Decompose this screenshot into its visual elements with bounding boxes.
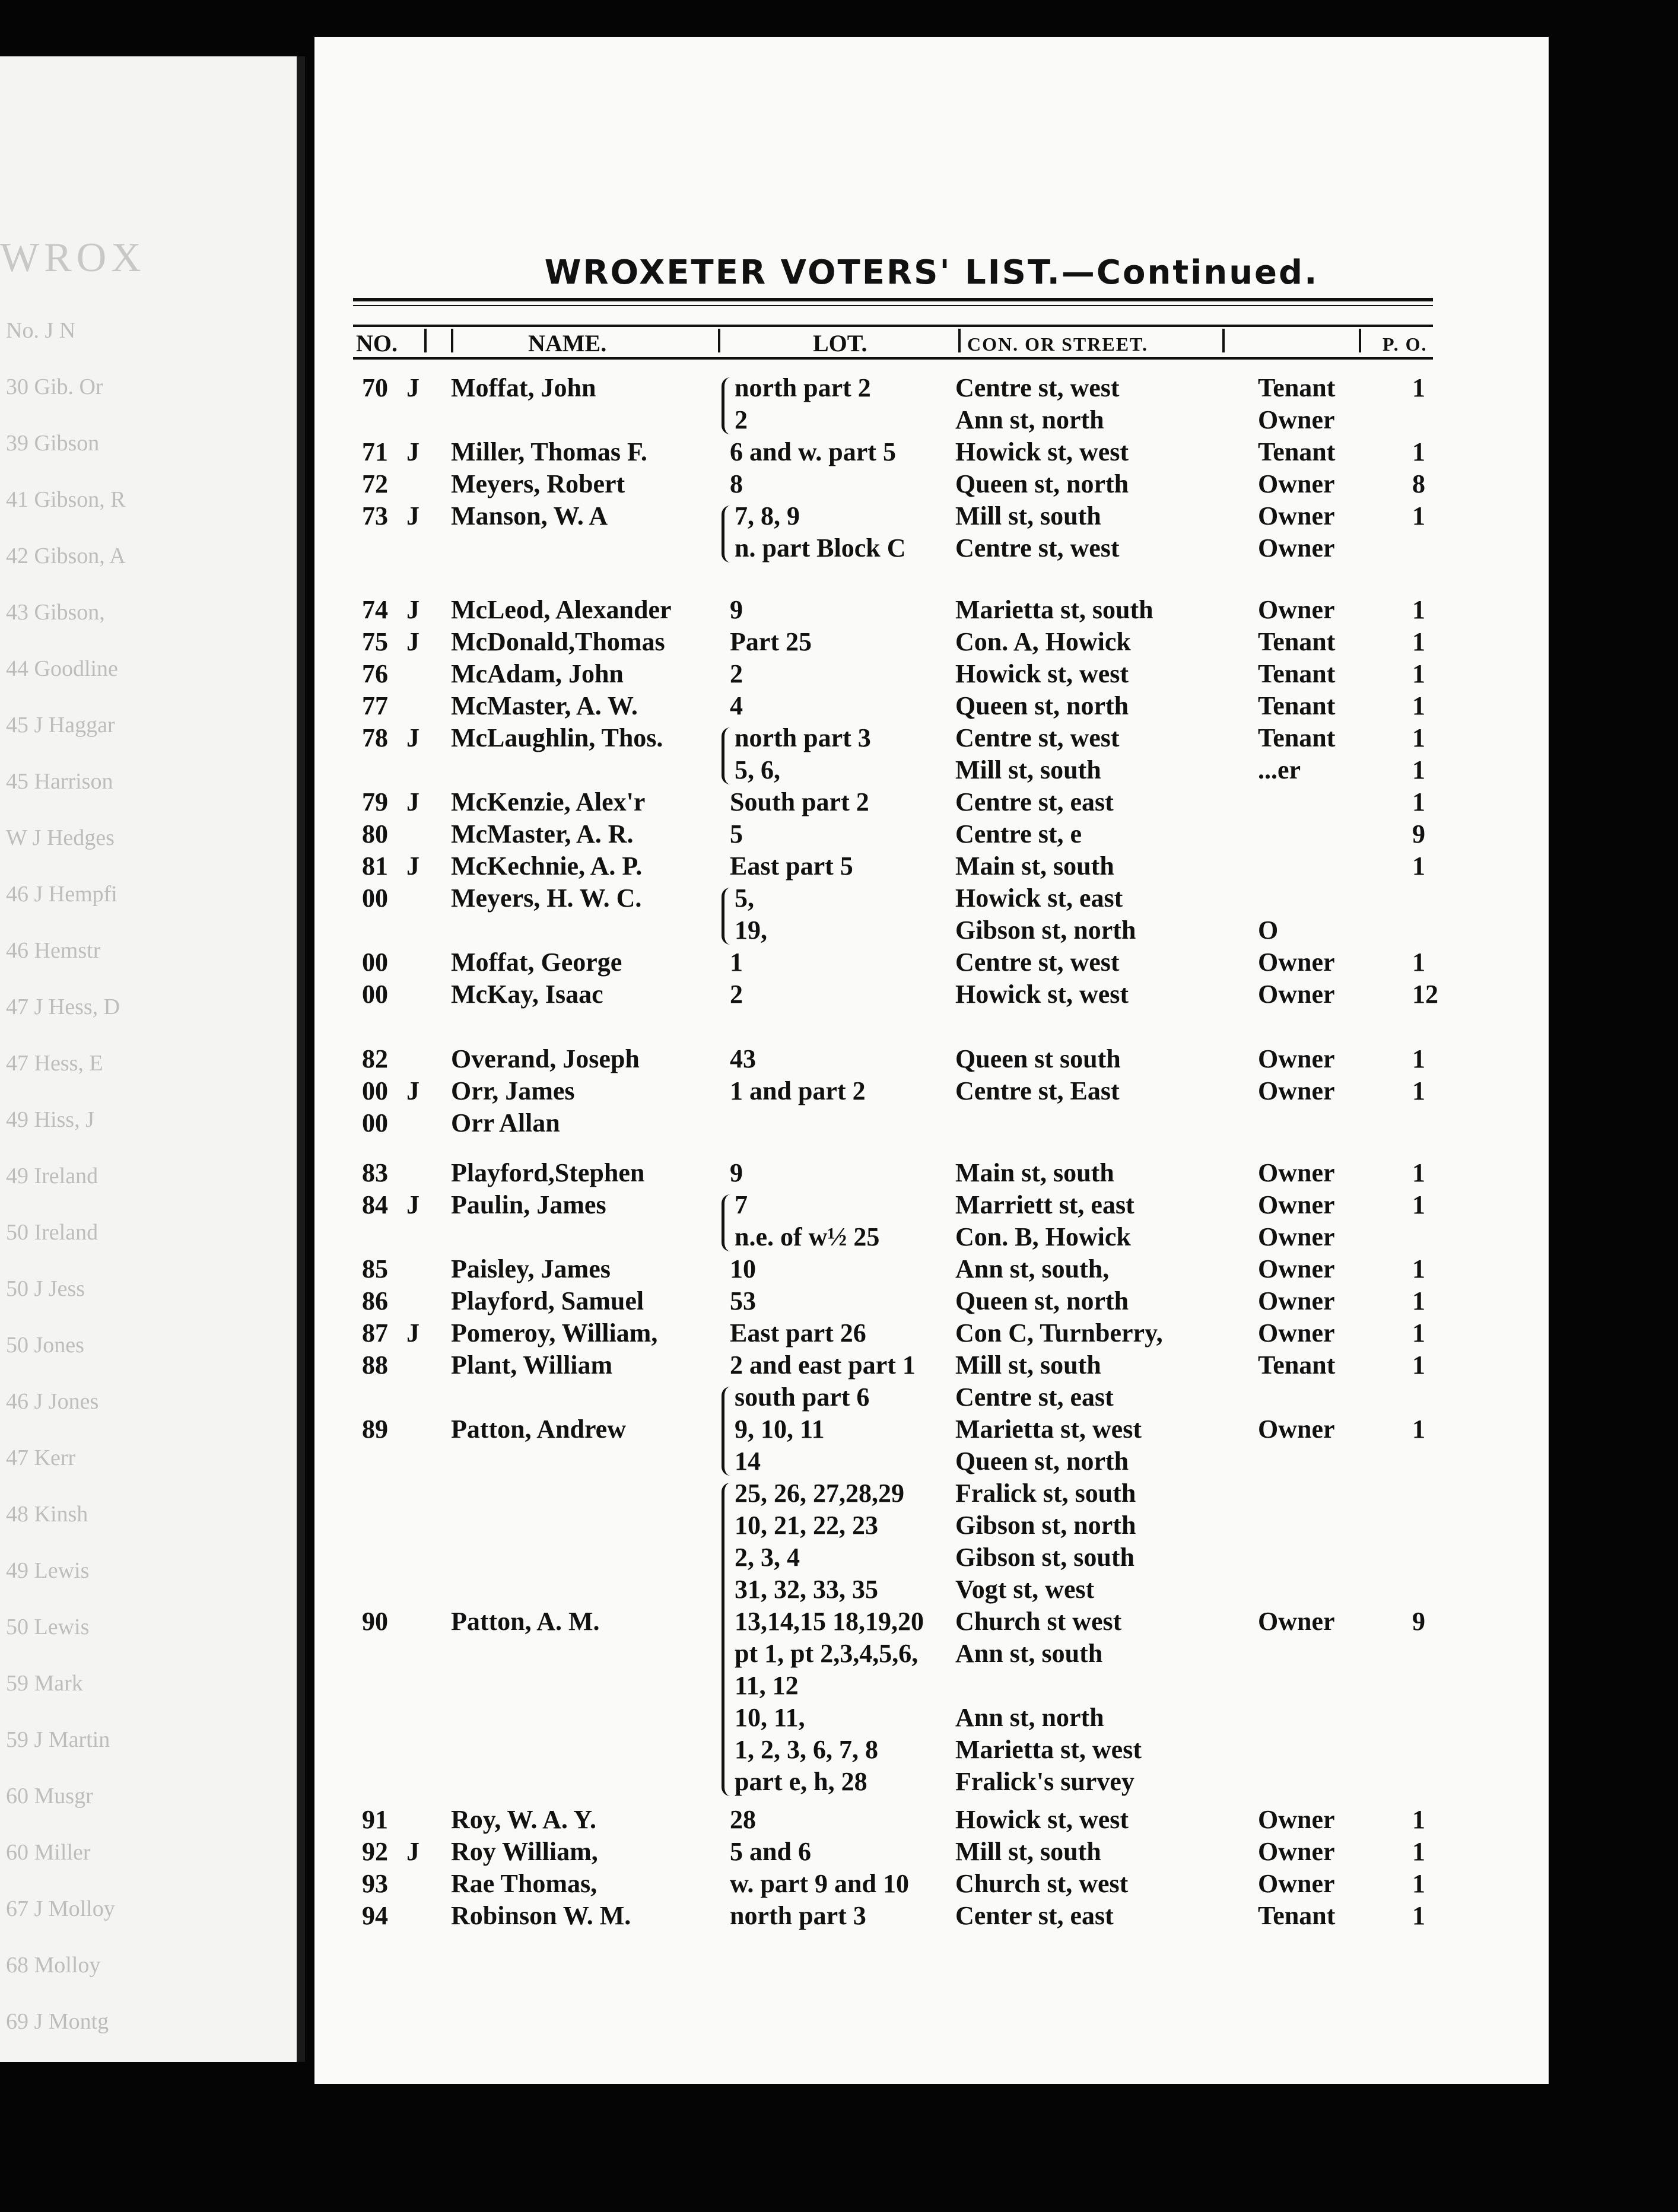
row-j-marker: J <box>406 1076 420 1105</box>
po-count: 1 <box>1412 787 1425 816</box>
con-or-street: Queen st, north <box>955 1447 1129 1476</box>
lot-value: 6 and w. part 5 <box>730 437 896 466</box>
po-count: 1 <box>1412 851 1425 881</box>
lot-value: part e, h, 28 <box>735 1767 867 1796</box>
tenure-status: Owner <box>1258 1869 1335 1898</box>
tenure-status: Owner <box>1258 1158 1335 1187</box>
row-number: 89 <box>362 1415 388 1444</box>
left-page-ghost-line: 60 Miller <box>6 1840 91 1865</box>
row-number: 87 <box>362 1318 388 1347</box>
tenure-status: Tenant <box>1258 1901 1336 1930</box>
voter-name: McMaster, A. W. <box>451 691 638 720</box>
header-divider <box>1222 329 1225 352</box>
po-count: 1 <box>1412 1805 1425 1834</box>
lot-value: 43 <box>730 1044 756 1073</box>
header-rule-top <box>353 325 1433 327</box>
lot-value: 1 <box>730 948 743 977</box>
tenure-status: Owner <box>1258 1190 1335 1219</box>
con-or-street: Church st, west <box>955 1869 1129 1898</box>
lot-value: 2 <box>730 659 743 688</box>
lot-value: 2, 3, 4 <box>735 1543 800 1572</box>
tenure-status: Owner <box>1258 948 1335 977</box>
left-page-ghost-line: W J Hedges <box>6 825 115 850</box>
left-page-ghost-header: WROX <box>0 235 146 281</box>
tenure-status: Tenant <box>1258 627 1336 656</box>
left-page-ghost-line: 59 Mark <box>6 1671 83 1696</box>
voter-name: McKechnie, A. P. <box>451 851 643 881</box>
voter-name: Meyers, H. W. C. <box>451 883 642 913</box>
lot-value: 53 <box>730 1286 756 1315</box>
row-number: 81 <box>362 851 388 881</box>
lot-group-brace <box>722 1194 730 1251</box>
lot-value: 5 <box>730 819 743 848</box>
po-count: 1 <box>1412 1869 1425 1898</box>
row-number: 90 <box>362 1607 388 1636</box>
row-number: 74 <box>362 595 388 624</box>
lot-value: 14 <box>735 1447 761 1476</box>
con-or-street: Centre st, west <box>955 723 1120 752</box>
tenure-status: Tenant <box>1258 437 1336 466</box>
lot-value: 1 and part 2 <box>730 1076 866 1105</box>
voter-name: McMaster, A. R. <box>451 819 634 848</box>
left-page-ghost-line: 41 Gibson, R <box>6 487 126 512</box>
con-or-street: Ann st, south, <box>955 1254 1110 1283</box>
tenure-status: ...er <box>1258 755 1301 784</box>
left-page-ghost-line: 47 Hess, E <box>6 1051 103 1076</box>
voter-name: Rae Thomas, <box>451 1869 598 1898</box>
left-page-ghost-line: 48 Kinsh <box>6 1502 88 1527</box>
con-or-street: Queen st south <box>955 1044 1121 1073</box>
po-count: 1 <box>1412 1044 1425 1073</box>
con-or-street: Ann st, south <box>955 1639 1103 1668</box>
row-number: 92 <box>362 1837 388 1866</box>
right-page <box>314 37 1549 2084</box>
left-page-ghost-line: 30 Gib. Or <box>6 374 103 399</box>
po-count: 1 <box>1412 627 1425 656</box>
header-po: P. O. <box>1383 333 1428 355</box>
lot-value: north part 3 <box>730 1901 866 1930</box>
po-count: 1 <box>1412 723 1425 752</box>
voter-name: McLaughlin, Thos. <box>451 723 663 752</box>
lot-group-brace <box>722 377 730 434</box>
page-title: WROXETER VOTERS' LIST.—Continued. <box>544 253 1319 292</box>
po-count: 1 <box>1412 948 1425 977</box>
left-page-ghost-line: 47 Kerr <box>6 1445 76 1470</box>
po-count: 1 <box>1412 1837 1425 1866</box>
tenure-status: Owner <box>1258 1607 1335 1636</box>
po-count: 8 <box>1412 469 1425 498</box>
voter-name: Manson, W. A <box>451 501 608 530</box>
lot-value: 10, 21, 22, 23 <box>735 1511 878 1540</box>
left-page-ghost-line: 44 Goodline <box>6 656 118 681</box>
voter-name: Patton, Andrew <box>451 1415 626 1444</box>
voter-name: McKenzie, Alex'r <box>451 787 646 816</box>
con-or-street: Queen st, north <box>955 469 1129 498</box>
row-number: 78 <box>362 723 388 752</box>
lot-value: 1, 2, 3, 6, 7, 8 <box>735 1735 878 1764</box>
tenure-status: Owner <box>1258 533 1335 562</box>
con-or-street: Centre st, East <box>955 1076 1120 1105</box>
lot-value: north part 2 <box>735 373 871 402</box>
left-page-ghost-line: 50 Jones <box>6 1333 84 1358</box>
voter-name: Roy William, <box>451 1837 598 1866</box>
con-or-street: Fralick's survey <box>955 1767 1134 1796</box>
con-or-street: Queen st, north <box>955 1286 1129 1315</box>
header-divider <box>451 329 453 352</box>
lot-value: north part 3 <box>735 723 871 752</box>
header-rule-bottom <box>353 357 1433 360</box>
po-count: 1 <box>1412 691 1425 720</box>
voter-name: Playford, Samuel <box>451 1286 644 1315</box>
po-count: 12 <box>1412 980 1438 1009</box>
voter-name: Patton, A. M. <box>451 1607 600 1636</box>
con-or-street: Mill st, south <box>955 501 1101 530</box>
voter-name: Meyers, Robert <box>451 469 625 498</box>
po-count: 1 <box>1412 1318 1425 1347</box>
lot-value: n. part Block C <box>735 533 906 562</box>
tenure-status: Owner <box>1258 1222 1335 1251</box>
voter-name: McAdam, John <box>451 659 624 688</box>
lot-group-brace <box>722 727 730 784</box>
con-or-street: Center st, east <box>955 1901 1114 1930</box>
tenure-status: Owner <box>1258 1805 1335 1834</box>
po-count: 1 <box>1412 755 1425 784</box>
left-page-ghost-line: 46 Hemstr <box>6 938 101 963</box>
con-or-street: Centre st, east <box>955 1383 1114 1412</box>
left-page-ghost-line: 49 Lewis <box>6 1558 90 1583</box>
tenure-status: Owner <box>1258 405 1335 434</box>
lot-value: 11, 12 <box>735 1671 799 1700</box>
lot-value: 5, 6, <box>735 755 780 784</box>
tenure-status: Owner <box>1258 1076 1335 1105</box>
con-or-street: Howick st, west <box>955 437 1129 466</box>
lot-value: 9, 10, 11 <box>735 1415 825 1444</box>
po-count: 1 <box>1412 437 1425 466</box>
po-count: 1 <box>1412 501 1425 530</box>
lot-value: 2 <box>735 405 748 434</box>
voter-name: Playford,Stephen <box>451 1158 645 1187</box>
lot-value: 7, 8, 9 <box>735 501 800 530</box>
row-number: 00 <box>362 1108 388 1137</box>
tenure-status: Tenant <box>1258 691 1336 720</box>
con-or-street: Centre st, west <box>955 948 1120 977</box>
row-j-marker: J <box>406 1837 420 1866</box>
left-page-ghost-line: 46 J Hempfi <box>6 882 117 907</box>
con-or-street: Ann st, north <box>955 405 1104 434</box>
header-name: NAME. <box>528 330 607 357</box>
con-or-street: Con. A, Howick <box>955 627 1131 656</box>
row-number: 00 <box>362 948 388 977</box>
con-or-street: Howick st, west <box>955 659 1129 688</box>
left-page-ghost-line: 49 Ireland <box>6 1164 98 1188</box>
tenure-status: O <box>1258 916 1279 945</box>
left-page-ghost-line: 39 Gibson <box>6 431 100 456</box>
row-j-marker: J <box>406 787 420 816</box>
lot-value: 9 <box>730 595 743 624</box>
header-con-street: CON. OR STREET. <box>967 333 1149 355</box>
tenure-status: Owner <box>1258 1044 1335 1073</box>
lot-value: 4 <box>730 691 743 720</box>
con-or-street: Queen st, north <box>955 691 1129 720</box>
lot-value: 31, 32, 33, 35 <box>735 1575 878 1604</box>
tenure-status: Tenant <box>1258 373 1336 402</box>
header-lot: LOT. <box>813 330 867 357</box>
row-number: 83 <box>362 1158 388 1187</box>
row-number: 70 <box>362 373 388 402</box>
lot-value: 10 <box>730 1254 756 1283</box>
con-or-street: Ann st, north <box>955 1703 1104 1732</box>
left-page-ghost-line: 59 J Martin <box>6 1727 110 1752</box>
po-count: 1 <box>1412 1076 1425 1105</box>
con-or-street: Con. B, Howick <box>955 1222 1131 1251</box>
header-no: NO. <box>356 330 398 357</box>
row-number: 00 <box>362 1076 388 1105</box>
left-page-ghost-line: 46 J Jones <box>6 1389 99 1414</box>
row-j-marker: J <box>406 1190 420 1219</box>
lot-value: south part 6 <box>735 1383 870 1412</box>
left-page-ghost-line: 50 Lewis <box>6 1614 90 1639</box>
con-or-street: Vogt st, west <box>955 1575 1095 1604</box>
lot-value: Part 25 <box>730 627 812 656</box>
con-or-street: Gibson st, north <box>955 916 1136 945</box>
con-or-street: Mill st, south <box>955 755 1101 784</box>
row-number: 85 <box>362 1254 388 1283</box>
po-count: 1 <box>1412 1190 1425 1219</box>
lot-group-brace <box>722 506 730 562</box>
lot-value: 5, <box>735 883 754 913</box>
row-number: 00 <box>362 980 388 1009</box>
lot-value: 10, 11, <box>735 1703 805 1732</box>
con-or-street: Con C, Turnberry, <box>955 1318 1163 1347</box>
con-or-street: Centre st, east <box>955 787 1114 816</box>
tenure-status: Owner <box>1258 980 1335 1009</box>
voter-name: Paulin, James <box>451 1190 606 1219</box>
con-or-street: Church st west <box>955 1607 1122 1636</box>
po-count: 9 <box>1412 1607 1425 1636</box>
con-or-street: Marriett st, east <box>955 1190 1134 1219</box>
title-rule-thin <box>353 305 1433 306</box>
header-divider <box>958 329 961 352</box>
lot-value: South part 2 <box>730 787 869 816</box>
row-j-marker: J <box>406 851 420 881</box>
row-j-marker: J <box>406 373 420 402</box>
con-or-street: Mill st, south <box>955 1837 1101 1866</box>
tenure-status: Owner <box>1258 1254 1335 1283</box>
row-number: 80 <box>362 819 388 848</box>
voter-name: Pomeroy, William, <box>451 1318 658 1347</box>
tenure-status: Owner <box>1258 1318 1335 1347</box>
lot-value: East part 5 <box>730 851 853 881</box>
con-or-street: Gibson st, south <box>955 1543 1135 1572</box>
lot-value: w. part 9 and 10 <box>730 1869 909 1898</box>
lot-value: 5 and 6 <box>730 1837 811 1866</box>
con-or-street: Main st, south <box>955 851 1114 881</box>
lot-group-brace <box>722 1387 730 1476</box>
po-count: 1 <box>1412 1415 1425 1444</box>
lot-value: 2 <box>730 980 743 1009</box>
po-count: 1 <box>1412 1350 1425 1380</box>
row-number: 94 <box>362 1901 388 1930</box>
left-page-ghost-line: 60 Musgr <box>6 1784 93 1809</box>
left-page-ghost-line: 69 J Montg <box>6 2009 109 2034</box>
left-page-ghost-line: No. J N <box>6 318 76 343</box>
row-number: 73 <box>362 501 388 530</box>
tenure-status: Tenant <box>1258 659 1336 688</box>
tenure-status: Tenant <box>1258 723 1336 752</box>
left-page-ghost-line: 45 Harrison <box>6 769 113 794</box>
left-page-ghost-line: 43 Gibson, <box>6 600 105 625</box>
con-or-street: Howick st, east <box>955 883 1123 913</box>
con-or-street: Centre st, west <box>955 373 1120 402</box>
tenure-status: Owner <box>1258 1415 1335 1444</box>
row-number: 91 <box>362 1805 388 1834</box>
left-page-ghost-line: 45 J Haggar <box>6 713 115 738</box>
lot-value: 7 <box>735 1190 748 1219</box>
con-or-street: Marietta st, south <box>955 595 1153 624</box>
con-or-street: Main st, south <box>955 1158 1114 1187</box>
con-or-street: Centre st, west <box>955 533 1120 562</box>
voter-name: Roy, W. A. Y. <box>451 1805 596 1834</box>
left-page-ghost-line: 49 Hiss, J <box>6 1107 94 1132</box>
con-or-street: Mill st, south <box>955 1350 1101 1380</box>
row-number: 00 <box>362 883 388 913</box>
lot-value: 9 <box>730 1158 743 1187</box>
voter-name: McLeod, Alexander <box>451 595 672 624</box>
lot-value: n.e. of w½ 25 <box>735 1222 880 1251</box>
row-number: 79 <box>362 787 388 816</box>
con-or-street: Centre st, e <box>955 819 1082 848</box>
con-or-street: Howick st, west <box>955 980 1129 1009</box>
header-divider <box>1359 329 1361 352</box>
row-j-marker: J <box>406 437 420 466</box>
left-page-ghost-line: 50 Ireland <box>6 1220 98 1245</box>
left-page-ghost-line: 47 J Hess, D <box>6 994 120 1019</box>
voter-name: Plant, William <box>451 1350 613 1380</box>
left-page <box>0 56 305 2062</box>
voter-name: Robinson W. M. <box>451 1901 631 1930</box>
tenure-status: Owner <box>1258 501 1335 530</box>
row-number: 82 <box>362 1044 388 1073</box>
row-number: 71 <box>362 437 388 466</box>
left-page-ghost-line: 50 J Jess <box>6 1276 85 1301</box>
voter-name: Paisley, James <box>451 1254 611 1283</box>
row-j-marker: J <box>406 595 420 624</box>
row-j-marker: J <box>406 501 420 530</box>
lot-value: East part 26 <box>730 1318 866 1347</box>
con-or-street: Howick st, west <box>955 1805 1129 1834</box>
left-page-ghost-line: 68 Molloy <box>6 1953 101 1978</box>
row-j-marker: J <box>406 723 420 752</box>
row-number: 84 <box>362 1190 388 1219</box>
po-count: 1 <box>1412 1254 1425 1283</box>
tenure-status: Owner <box>1258 1286 1335 1315</box>
po-count: 1 <box>1412 659 1425 688</box>
voter-name: Moffat, George <box>451 948 622 977</box>
lot-value: 2 and east part 1 <box>730 1350 916 1380</box>
header-divider <box>718 329 720 352</box>
po-count: 1 <box>1412 1158 1425 1187</box>
lot-value: 8 <box>730 469 743 498</box>
title-rule <box>353 298 1433 301</box>
row-number: 77 <box>362 691 388 720</box>
left-page-ghost-line: 67 J Molloy <box>6 1896 115 1921</box>
tenure-status: Owner <box>1258 1837 1335 1866</box>
lot-value: 19, <box>735 916 767 945</box>
row-number: 75 <box>362 627 388 656</box>
row-j-marker: J <box>406 627 420 656</box>
po-count: 9 <box>1412 819 1425 848</box>
po-count: 1 <box>1412 1286 1425 1315</box>
row-number: 86 <box>362 1286 388 1315</box>
con-or-street: Gibson st, north <box>955 1511 1136 1540</box>
row-j-marker: J <box>406 1318 420 1347</box>
lot-value: 25, 26, 27,28,29 <box>735 1479 904 1508</box>
con-or-street: Marietta st, west <box>955 1735 1142 1764</box>
voter-name: McKay, Isaac <box>451 980 603 1009</box>
voter-name: Overand, Joseph <box>451 1044 640 1073</box>
left-page-ghost-line: 42 Gibson, A <box>6 544 126 568</box>
voter-name: Miller, Thomas F. <box>451 437 647 466</box>
lot-group-brace <box>722 888 730 945</box>
tenure-status: Owner <box>1258 469 1335 498</box>
lot-value: 28 <box>730 1805 756 1834</box>
tenure-status: Tenant <box>1258 1350 1336 1380</box>
row-number: 93 <box>362 1869 388 1898</box>
row-number: 88 <box>362 1350 388 1380</box>
con-or-street: Fralick st, south <box>955 1479 1136 1508</box>
tenure-status: Owner <box>1258 595 1335 624</box>
lot-value: pt 1, pt 2,3,4,5,6, <box>735 1639 919 1668</box>
header-divider <box>424 329 427 352</box>
po-count: 1 <box>1412 595 1425 624</box>
lot-value: 13,14,15 18,19,20 <box>735 1607 924 1636</box>
lot-group-brace <box>722 1483 730 1796</box>
po-count: 1 <box>1412 1901 1425 1930</box>
po-count: 1 <box>1412 373 1425 402</box>
voter-name: Orr Allan <box>451 1108 560 1137</box>
con-or-street: Marietta st, west <box>955 1415 1142 1444</box>
row-number: 72 <box>362 469 388 498</box>
voter-name: Moffat, John <box>451 373 596 402</box>
voter-name: Orr, James <box>451 1076 575 1105</box>
row-number: 76 <box>362 659 388 688</box>
voter-name: McDonald,Thomas <box>451 627 665 656</box>
